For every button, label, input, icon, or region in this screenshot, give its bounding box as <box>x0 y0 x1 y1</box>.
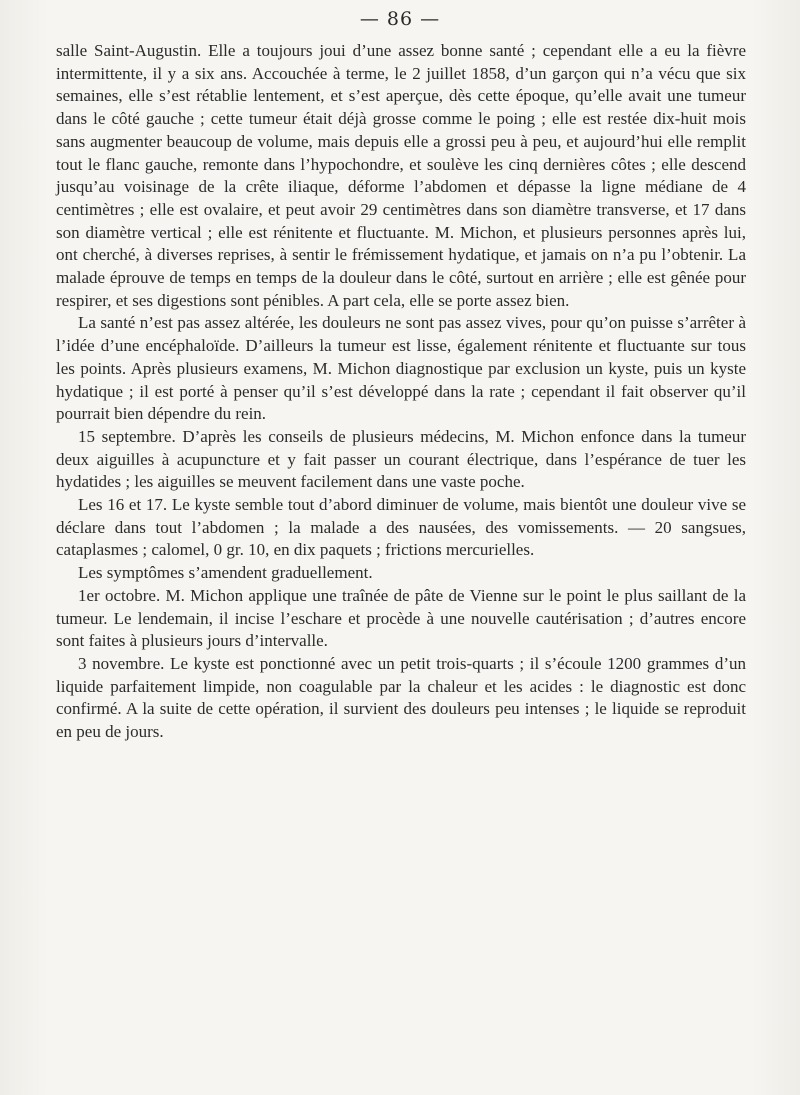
body-text <box>56 40 746 744</box>
paragraph-1: salle Saint-Augustin. Elle a toujours joui d’une assez bonne santé ; cependant elle a eu la fièvre intermittente, il y a six ans. Accouchée à terme, le 2 juillet 1858, d’un garçon qui n’a vécu que six semaines, elle s’est rétablie lentement, et s’est aperçue, dès cette époque, qu’elle avait une tumeur dans le côté gauche ; cette tumeur était déjà grosse comme le poing ; elle est restée dix-huit mois sans augmenter beaucoup de volume, mais depuis elle a grossi peu à peu, et aujourd’hui elle remplit tout le flanc gauche, remonte dans l’hypochondre, et soulève les cinq dernières côtes ; elle descend jusqu’au voisinage de la crête iliaque, déforme l’abdomen et dépasse la ligne médiane de 4 centimètres ; elle est ovalaire, et peut avoir 29 centimètres dans son diamètre transverse, et 17 dans son diamètre vertical ; elle est rénitente et fluctuante. M. Michon, et plusieurs personnes après lui, ont cherché, à diverses reprises, à sentir le frémissement hydatique, et jamais on n’a pu l’obtenir. La malade éprouve de temps en temps de la douleur dans le côté, surtout en arrière ; elle est gênée pour respirer, et ses digestions sont pénibles. A part cela, elle se porte assez bien. <box>56 41 746 310</box>
paragraph-5: Les symptômes s’amendent graduellement. <box>78 563 373 583</box>
paragraph-7: 3 novembre. Le kyste est ponctionné avec un petit trois-quarts ; il s’écoule 1200 grammes d’un liquide parfaitement limpide, non coagulable par la chaleur et les acides : le diagnostic est donc confirmé. A la suite de cette opération, il survient des douleurs peu intenses ; le liquide se reproduit en peu de jours. <box>56 653 746 742</box>
paragraph-2: La santé n’est pas assez altérée, les douleurs ne sont pas assez vives, pour qu’on puisse s’arrêter à l’idée d’une encéphaloïde. D’ailleurs la tumeur est lisse, également rénitente et fluctuante sur tous les points. Après plusieurs examens, M. Michon diagnostique par exclusion un kyste, puis un kyste hydatique ; il est porté à penser qu’il s’est développé dans la rate ; cependant il fait observer qu’il pourrait bien dépendre du rein. <box>56 313 746 424</box>
paragraph-6: 1er octobre. M. Michon applique une traînée de pâte de Vienne sur le point le plus saillant de la tumeur. Le lendemain, il incise l’eschare et procède à une nouvelle cautérisation ; d’autres encore sont faites à plusieurs jours d’intervalle. <box>56 585 746 651</box>
page-number: — 86 — <box>359 8 441 30</box>
paragraph-4: Les 16 et 17. Le kyste semble tout d’abord diminuer de volume, mais bientôt une douleur vive se déclare dans tout l’abdomen ; la malade a des nausées, des vomissements. — 20 sangsues, cataplasmes ; calomel, 0 gr. 10, en dix paquets ; frictions mercurielles. <box>56 495 746 560</box>
paragraph-3: 15 septembre. D’après les conseils de plusieurs médecins, M. Michon enfonce dans la tumeur deux aiguilles à acupuncture et y fait passer un courant électrique, dans l’espérance de tuer les hydatides ; les aiguilles se meuvent facilement dans une vaste poche. <box>56 426 746 492</box>
